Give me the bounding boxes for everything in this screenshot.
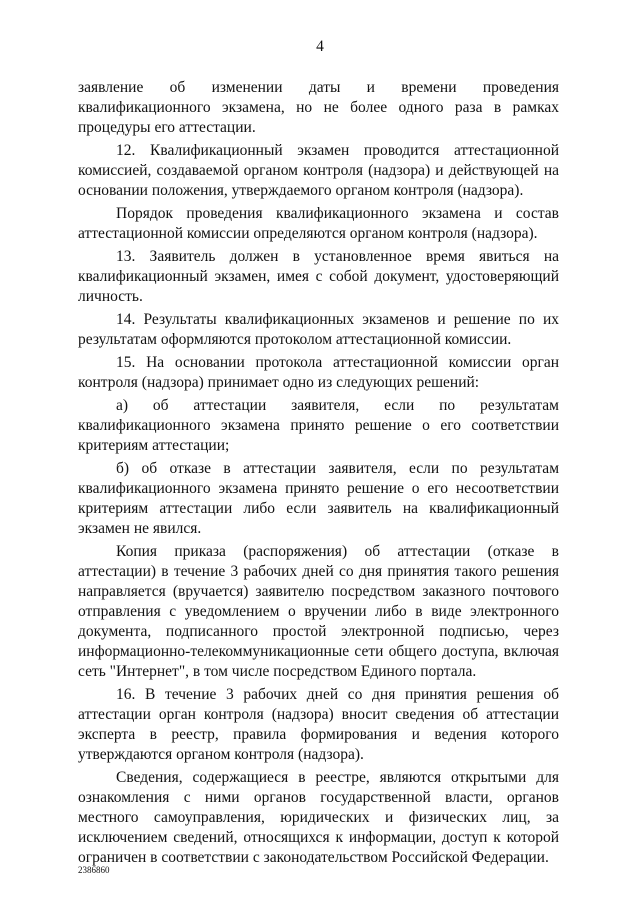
paragraph-item-14: 14. Результаты квалификационных экзаменов и решение по их результатам оформляются протоколом аттестационной комиссии. (78, 311, 559, 348)
paragraph-item-15-a: а) об аттестации заявителя, если по результатам квалификационного экзамена принято решение о его соответствии критериям аттестации; (78, 397, 559, 454)
paragraph-continuation: заявление об изменении даты и времени проведения квалификационного экзамена, но не более одного раза в рамках процедуры его аттестации. (78, 79, 559, 136)
paragraph-order-copy: Копия приказа (распоряжения) об аттестации (отказе в аттестации) в течение 3 рабочих дней со дня принятия такого решения направляется (вручается) заявителю посредством заказного почтового отправления с уведомлением о вручении либо в виде электронного документа, подписанного простой электронной подписью, через информационно-телекоммуникационные сети общего доступа, включая сеть "Интернет", в том числе посредством Единого портала. (78, 543, 559, 680)
document-body (78, 78, 559, 871)
paragraph-item-13: 13. Заявитель должен в установленное время явиться на квалификационный экзамен, имея с собой документ, удостоверяющий личность. (78, 248, 559, 305)
paragraph-item-16: 16. В течение 3 рабочих дней со дня принятия решения об аттестации орган контроля (надзора) вносит сведения об аттестации эксперта в реестр, правила формирования и ведения которого утверждаются органом контроля (надзора). (78, 686, 559, 763)
paragraph-exam-procedure: Порядок проведения квалификационного экзамена и состав аттестационной комиссии определяются органом контроля (надзора). (78, 205, 559, 242)
paragraph-item-12: 12. Квалификационный экзамен проводится аттестационной комиссией, создаваемой органом контроля (надзора) и действующей на основании положения, утверждаемого органом контроля (надзора). (78, 142, 559, 199)
page-number: 4 (316, 38, 324, 55)
paragraph-registry-info: Сведения, содержащиеся в реестре, являются открытыми для ознакомления с ними органов государственной власти, органов местного самоуправления, юридических и физических лиц, за исключением сведений, относящихся к информации, доступ к которой ограничен в соответствии с законодательством Российской Федерации. (78, 769, 559, 866)
document-number: 2386860 (78, 865, 110, 875)
paragraph-item-15: 15. На основании протокола аттестационной комиссии орган контроля (надзора) принимает одно из следующих решений: (78, 354, 559, 391)
paragraph-item-15-b: б) об отказе в аттестации заявителя, если по результатам квалификационного экзамена принято решение о его несоответствии критериям аттестации либо если заявитель на квалификационный экзамен не явился. (78, 460, 559, 537)
